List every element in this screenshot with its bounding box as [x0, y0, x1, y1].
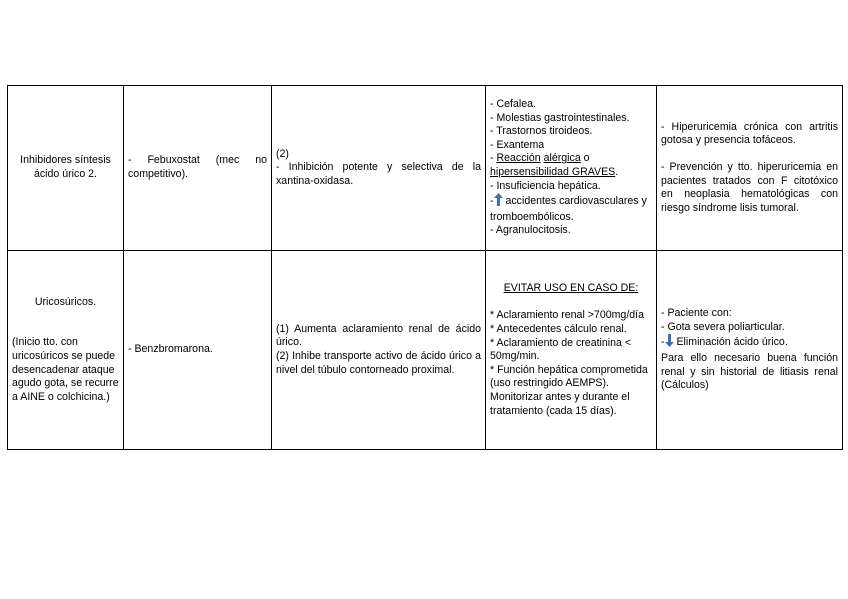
mechanism-line: (1) Aumenta aclaramiento renal de ácido úrico.	[276, 322, 481, 349]
patient-item: - Paciente con:	[661, 307, 732, 320]
group-note: (Inicio tto. con uricosúricos se puede desencadenar ataque agudo gota, se recurre a AINE o colchicina.)	[12, 336, 119, 403]
patient-note: Para ello necesario buena función renal y sin historial de litiasis renal (Cálculos)	[661, 352, 838, 392]
arrow-down-icon	[665, 334, 674, 352]
indication-item: - Prevención y tto. hiperuricemia en pacientes tratados con F citotóxico en neoplasia hematológicas con riesgo síndrome lisis tumoral.	[661, 160, 838, 214]
adverse-item: - Molestias gastrointestinales.	[490, 111, 630, 124]
adverse-item-increase: - accidentes cardiovasculares y tromboembólicos.	[490, 195, 647, 223]
monitor-note: Monitorizar antes y durante el tratamiento (cada 15 días).	[490, 390, 630, 417]
arrow-up-icon	[494, 193, 503, 211]
mechanism-line: (2) Inhibe transporte activo de ácido úrico a nivel del túbulo contorneado proximal.	[276, 350, 481, 376]
group-label: Uricosúricos.	[34, 295, 97, 308]
adverse-item: - Insuficiencia hepática.	[490, 179, 601, 192]
group-cell	[8, 86, 124, 251]
avoid-cell	[486, 251, 657, 450]
table-row-febuxostat	[8, 86, 843, 251]
adverse-item: - Exantema	[490, 138, 545, 151]
drug-name: - Benzbromarona.	[128, 343, 213, 356]
drug-cell	[124, 251, 272, 450]
group-cell	[8, 251, 124, 450]
indications-cell	[657, 86, 843, 251]
avoid-item: * Antecedentes cálculo renal.	[490, 323, 627, 336]
group-label: Inhibidores síntesis ácido úrico 2.	[20, 154, 111, 180]
mechanism-line: - Inhibición potente y selectiva de la xantina-oxidasa.	[276, 161, 481, 187]
avoid-heading: EVITAR USO EN CASO DE:	[503, 281, 639, 294]
avoid-item: * Función hepática comprometida (uso restringido AEMPS).	[490, 363, 648, 390]
drug-table	[7, 85, 843, 450]
mechanism-cell	[272, 86, 486, 251]
adverse-item: - Agranulocitosis.	[490, 224, 571, 237]
table-row-benzbromarona	[8, 251, 843, 450]
patient-item: - Gota severa poliarticular.	[661, 320, 785, 333]
adverse-item-reaction: - Reacción alérgica o hipersensibilidad GRAVES.	[490, 152, 619, 178]
adverse-item: - Trastornos tiroideos.	[490, 125, 593, 138]
patient-item-decrease: - Eliminación ácido úrico.	[661, 334, 838, 352]
adverse-effects-cell	[486, 86, 657, 251]
avoid-item: * Aclaramiento de creatinina < 50mg/min.	[490, 336, 632, 363]
indication-item: - Hiperuricemia crónica con artritis gotosa y presencia tofáceos.	[661, 120, 838, 147]
patient-cell	[657, 251, 843, 450]
adverse-item: - Cefalea.	[490, 98, 536, 111]
drug-name: - Febuxostat (mec no competitivo).	[128, 154, 267, 180]
avoid-item: * Aclaramiento renal >700mg/día	[490, 309, 644, 322]
mechanism-cell	[272, 251, 486, 450]
drug-cell	[124, 86, 272, 251]
mechanism-line: (2)	[276, 147, 289, 160]
